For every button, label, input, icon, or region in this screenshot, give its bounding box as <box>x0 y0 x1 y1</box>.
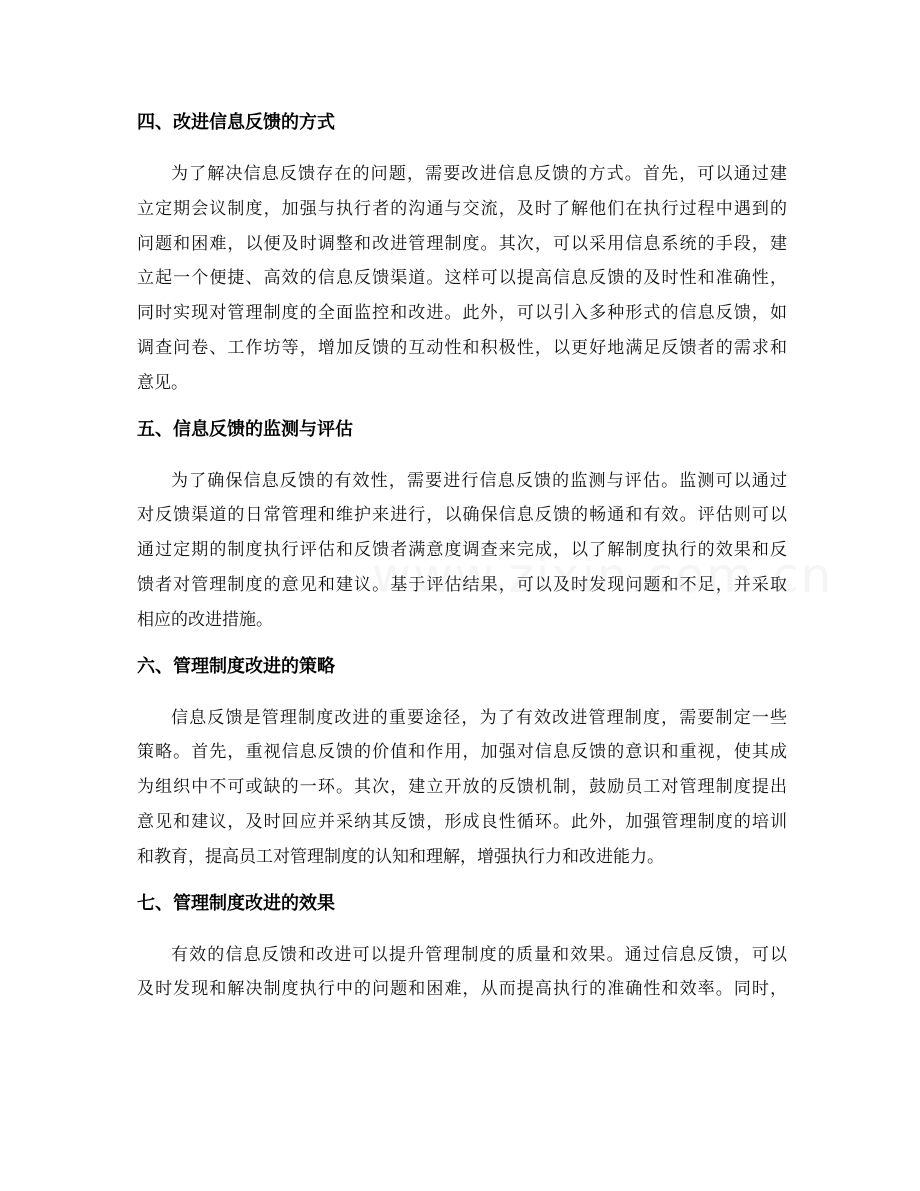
section-heading: 四、改进信息反馈的方式 <box>137 112 335 133</box>
text-line: 调查问卷、工作坊等，增加反馈的互动性和积极性，以更好地满足反馈者的需求和 <box>137 337 787 358</box>
text-line: 相应的改进措施。 <box>137 609 273 630</box>
section-heading: 五、信息反馈的监测与评估 <box>137 418 353 440</box>
document-body <box>137 108 787 1021</box>
paragraph <box>137 701 787 875</box>
text-line: 立起一个便捷、高效的信息反馈渠道。这样可以提高信息反馈的及时性和准确性， <box>137 268 787 289</box>
paragraph <box>137 464 787 638</box>
text-line: 同时实现对管理制度的全面监控和改进。此外，可以引入多种形式的信息反馈，如 <box>137 303 787 324</box>
section-heading: 六、管理制度改进的策略 <box>137 655 335 677</box>
text-line: 立定期会议制度，加强与执行者的沟通与交流，及时了解他们在执行过程中遇到的 <box>137 198 787 219</box>
text-line: 意见。 <box>137 372 188 393</box>
text-line: 对反馈渠道的日常管理和维护来进行，以确保信息反馈的畅通和有效。评估则可以 <box>137 505 787 526</box>
text-line: 意见和建议，及时回应并采纳其反馈，形成良性循环。此外，加强管理制度的培训 <box>137 811 787 832</box>
section-improvement-effect <box>137 889 787 1008</box>
text-line: 馈者对管理制度的意见和建议。基于评估结果，可以及时发现问题和不足，并采取 <box>137 574 787 595</box>
text-line: 为了确保信息反馈的有效性，需要进行信息反馈的监测与评估。监测可以通过 <box>171 470 787 491</box>
text-line: 策略。首先，重视信息反馈的价值和作用，加强对信息反馈的意识和重视，使其成 <box>137 742 787 763</box>
paragraph <box>137 938 787 1008</box>
text-line: 问题和困难，以便及时调整和改进管理制度。其次，可以采用信息系统的手段，建 <box>137 233 787 254</box>
paragraph <box>137 157 787 401</box>
section-improvement-strategy <box>137 652 787 875</box>
section-heading: 七、管理制度改进的效果 <box>137 892 335 914</box>
text-line: 为组织中不可或缺的一环。其次，建立开放的反馈机制，鼓励员工对管理制度提出 <box>137 777 787 798</box>
text-line: 通过定期的制度执行评估和反馈者满意度调查来完成，以了解制度执行的效果和反 <box>137 540 787 561</box>
text-line: 和教育，提高员工对管理制度的认知和理解，增强执行力和改进能力。 <box>137 846 664 867</box>
text-line: 有效的信息反馈和改进可以提升管理制度的质量和效果。通过信息反馈，可以 <box>171 944 787 965</box>
section-improve-feedback-methods <box>137 108 787 401</box>
text-line: 为了解决信息反馈存在的问题，需要改进信息反馈的方式。首先，可以通过建 <box>171 164 787 184</box>
text-line: 及时发现和解决制度执行中的问题和困难，从而提高执行的准确性和效率。同时， <box>137 979 787 1000</box>
section-feedback-monitoring <box>137 415 787 638</box>
text-line: 信息反馈是管理制度改进的重要途径，为了有效改进管理制度，需要制定一些 <box>171 707 787 728</box>
